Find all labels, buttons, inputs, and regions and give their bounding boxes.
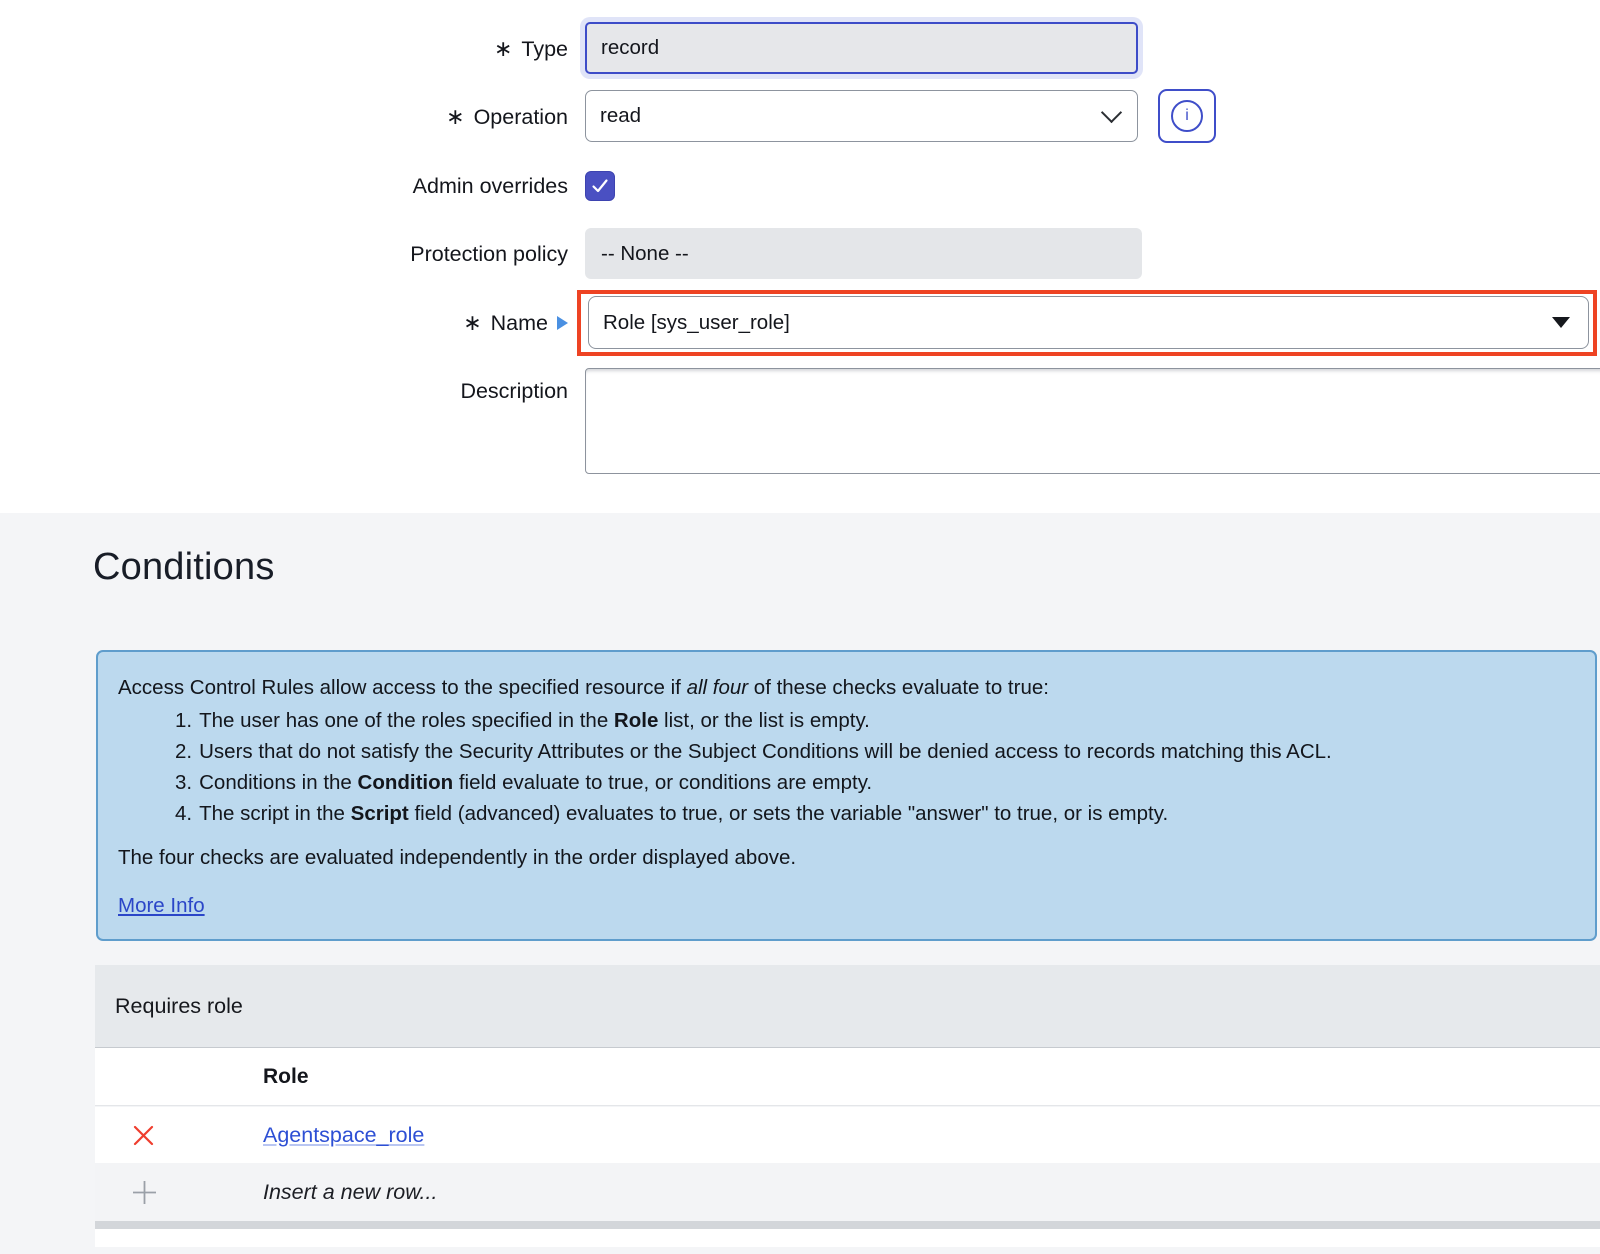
required-marker: ∗ [446, 104, 465, 129]
description-label: Description [460, 378, 568, 403]
type-label: ∗ Type [493, 36, 568, 61]
table-bottom-strip [95, 1229, 1600, 1247]
operation-info-button[interactable] [1158, 89, 1216, 143]
acl-info-box [96, 650, 1597, 941]
required-marker: ∗ [463, 310, 482, 335]
chevron-down-icon [1101, 102, 1122, 123]
insert-row-label[interactable]: Insert a new row... [263, 1179, 438, 1204]
acl-rule-item: 3. Conditions in the Condition field evaluate to true, or conditions are empty. [175, 771, 873, 794]
insert-row[interactable] [95, 1163, 1600, 1221]
name-label: ∗ Name [68, 309, 568, 337]
checkmark-icon [590, 176, 610, 196]
admin-overrides-label: Admin overrides [412, 173, 568, 198]
required-marker: ∗ [493, 36, 513, 61]
field-caret-icon [557, 316, 568, 330]
type-value: record [601, 36, 660, 59]
dropdown-arrow-icon [1552, 317, 1570, 328]
info-footer: The four checks are evaluated independently in the order displayed above. [118, 846, 797, 869]
info-intro: Access Control Rules allow access to the specified resource if all four of these checks evaluate to true: [118, 676, 1049, 699]
description-textarea[interactable] [585, 368, 1600, 474]
name-select[interactable] [588, 296, 1589, 349]
insert-row-plus-icon[interactable] [131, 1179, 158, 1206]
acl-rule-item: 4. The script in the Script field (advanced) evaluates to true, or sets the variable "answer" to true, or is empty. [175, 802, 1169, 825]
operation-select[interactable] [585, 90, 1138, 142]
info-icon: i [1171, 100, 1203, 132]
requires-role-header: Requires role [95, 965, 1600, 1047]
table-row [95, 1107, 1600, 1163]
type-field[interactable] [585, 22, 1138, 74]
role-table-header-row [95, 1047, 1600, 1106]
admin-overrides-checkbox[interactable] [585, 171, 615, 201]
protection-policy-label: Protection policy [410, 241, 568, 266]
more-info-link[interactable]: More Info [118, 894, 205, 917]
operation-value: read [600, 104, 642, 127]
acl-rule-item: 1. The user has one of the roles specified in the Role list, or the list is empty. [175, 709, 870, 732]
protection-policy-field [585, 228, 1142, 279]
operation-label: ∗ Operation [446, 104, 568, 129]
name-value: Role [sys_user_role] [603, 310, 790, 334]
role-column-header: Role [263, 1064, 309, 1088]
table-bottom-bar [95, 1221, 1600, 1229]
protection-policy-value: -- None -- [601, 241, 689, 265]
role-record-link[interactable]: Agentspace_role [263, 1122, 425, 1147]
delete-row-x-icon[interactable] [131, 1123, 156, 1148]
conditions-heading: Conditions [93, 546, 275, 588]
acl-rules-list [118, 705, 1571, 829]
acl-rule-item: 2. Users that do not satisfy the Security Attributes or the Subject Conditions will be denied access to records matching this ACL. [175, 740, 1332, 763]
